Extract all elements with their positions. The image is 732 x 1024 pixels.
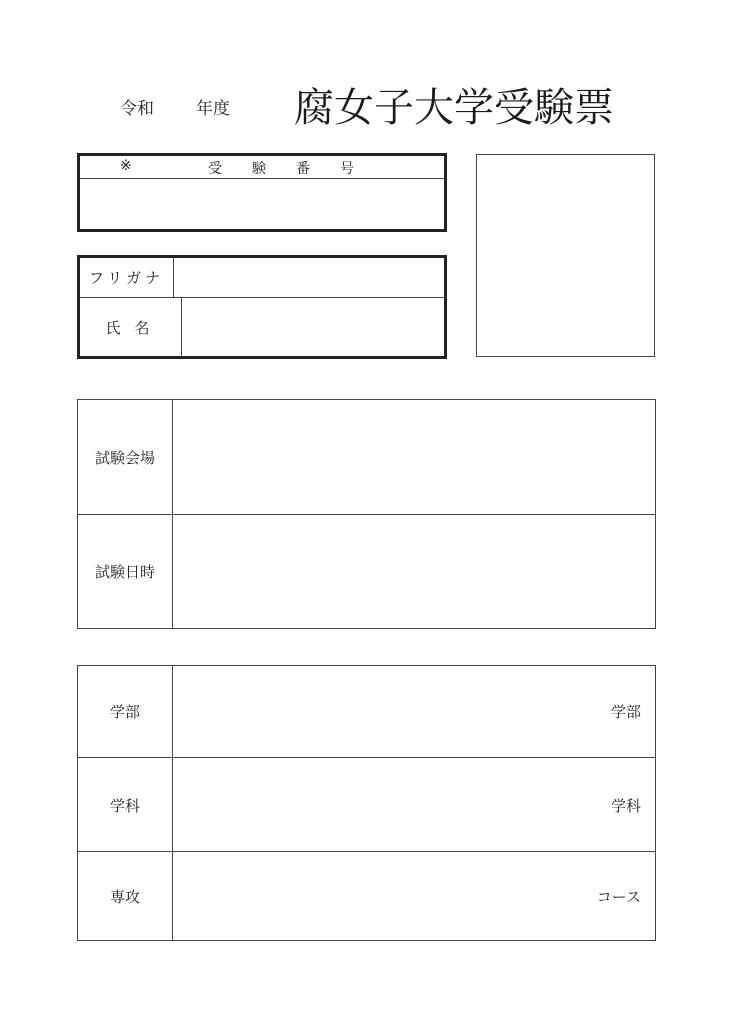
page-title: 腐女子大学受験票 xyxy=(294,85,614,131)
datetime-label: 試験日時 xyxy=(78,515,173,628)
faculty-suffix: 学部 xyxy=(610,703,641,721)
photo-placeholder xyxy=(476,154,655,357)
venue-label: 試験会場 xyxy=(78,400,173,514)
fiscal-year-label: 年度 xyxy=(196,99,230,119)
name-row xyxy=(80,298,444,356)
venue-row xyxy=(78,400,655,514)
name-label: 氏名 xyxy=(80,298,182,356)
major-field[interactable] xyxy=(184,852,545,940)
datetime-field[interactable] xyxy=(184,515,545,628)
applicant-name-box xyxy=(77,255,447,359)
major-label: 専攻 xyxy=(78,852,173,940)
department-label: 学科 xyxy=(78,758,173,852)
major-row xyxy=(78,851,655,940)
faculty-row xyxy=(78,666,655,757)
department-suffix: 学科 xyxy=(610,796,641,815)
datetime-row xyxy=(78,514,655,628)
major-suffix: コース xyxy=(596,887,641,906)
venue-field[interactable] xyxy=(184,400,545,514)
era-label: 令和 xyxy=(120,99,154,119)
exam-info-table xyxy=(77,399,656,629)
furigana-label: フリガナ xyxy=(80,258,174,297)
department-field[interactable] xyxy=(184,758,545,852)
faculty-label: 学部 xyxy=(78,666,173,757)
exam-number-header xyxy=(80,156,444,179)
exam-number-label: 受験番号 xyxy=(208,161,384,177)
department-row xyxy=(78,757,655,852)
faculty-field[interactable] xyxy=(184,666,545,757)
exam-number-box xyxy=(77,153,447,232)
program-table xyxy=(77,665,656,941)
furigana-row xyxy=(80,258,444,298)
reference-mark-icon: ※ xyxy=(120,158,132,174)
